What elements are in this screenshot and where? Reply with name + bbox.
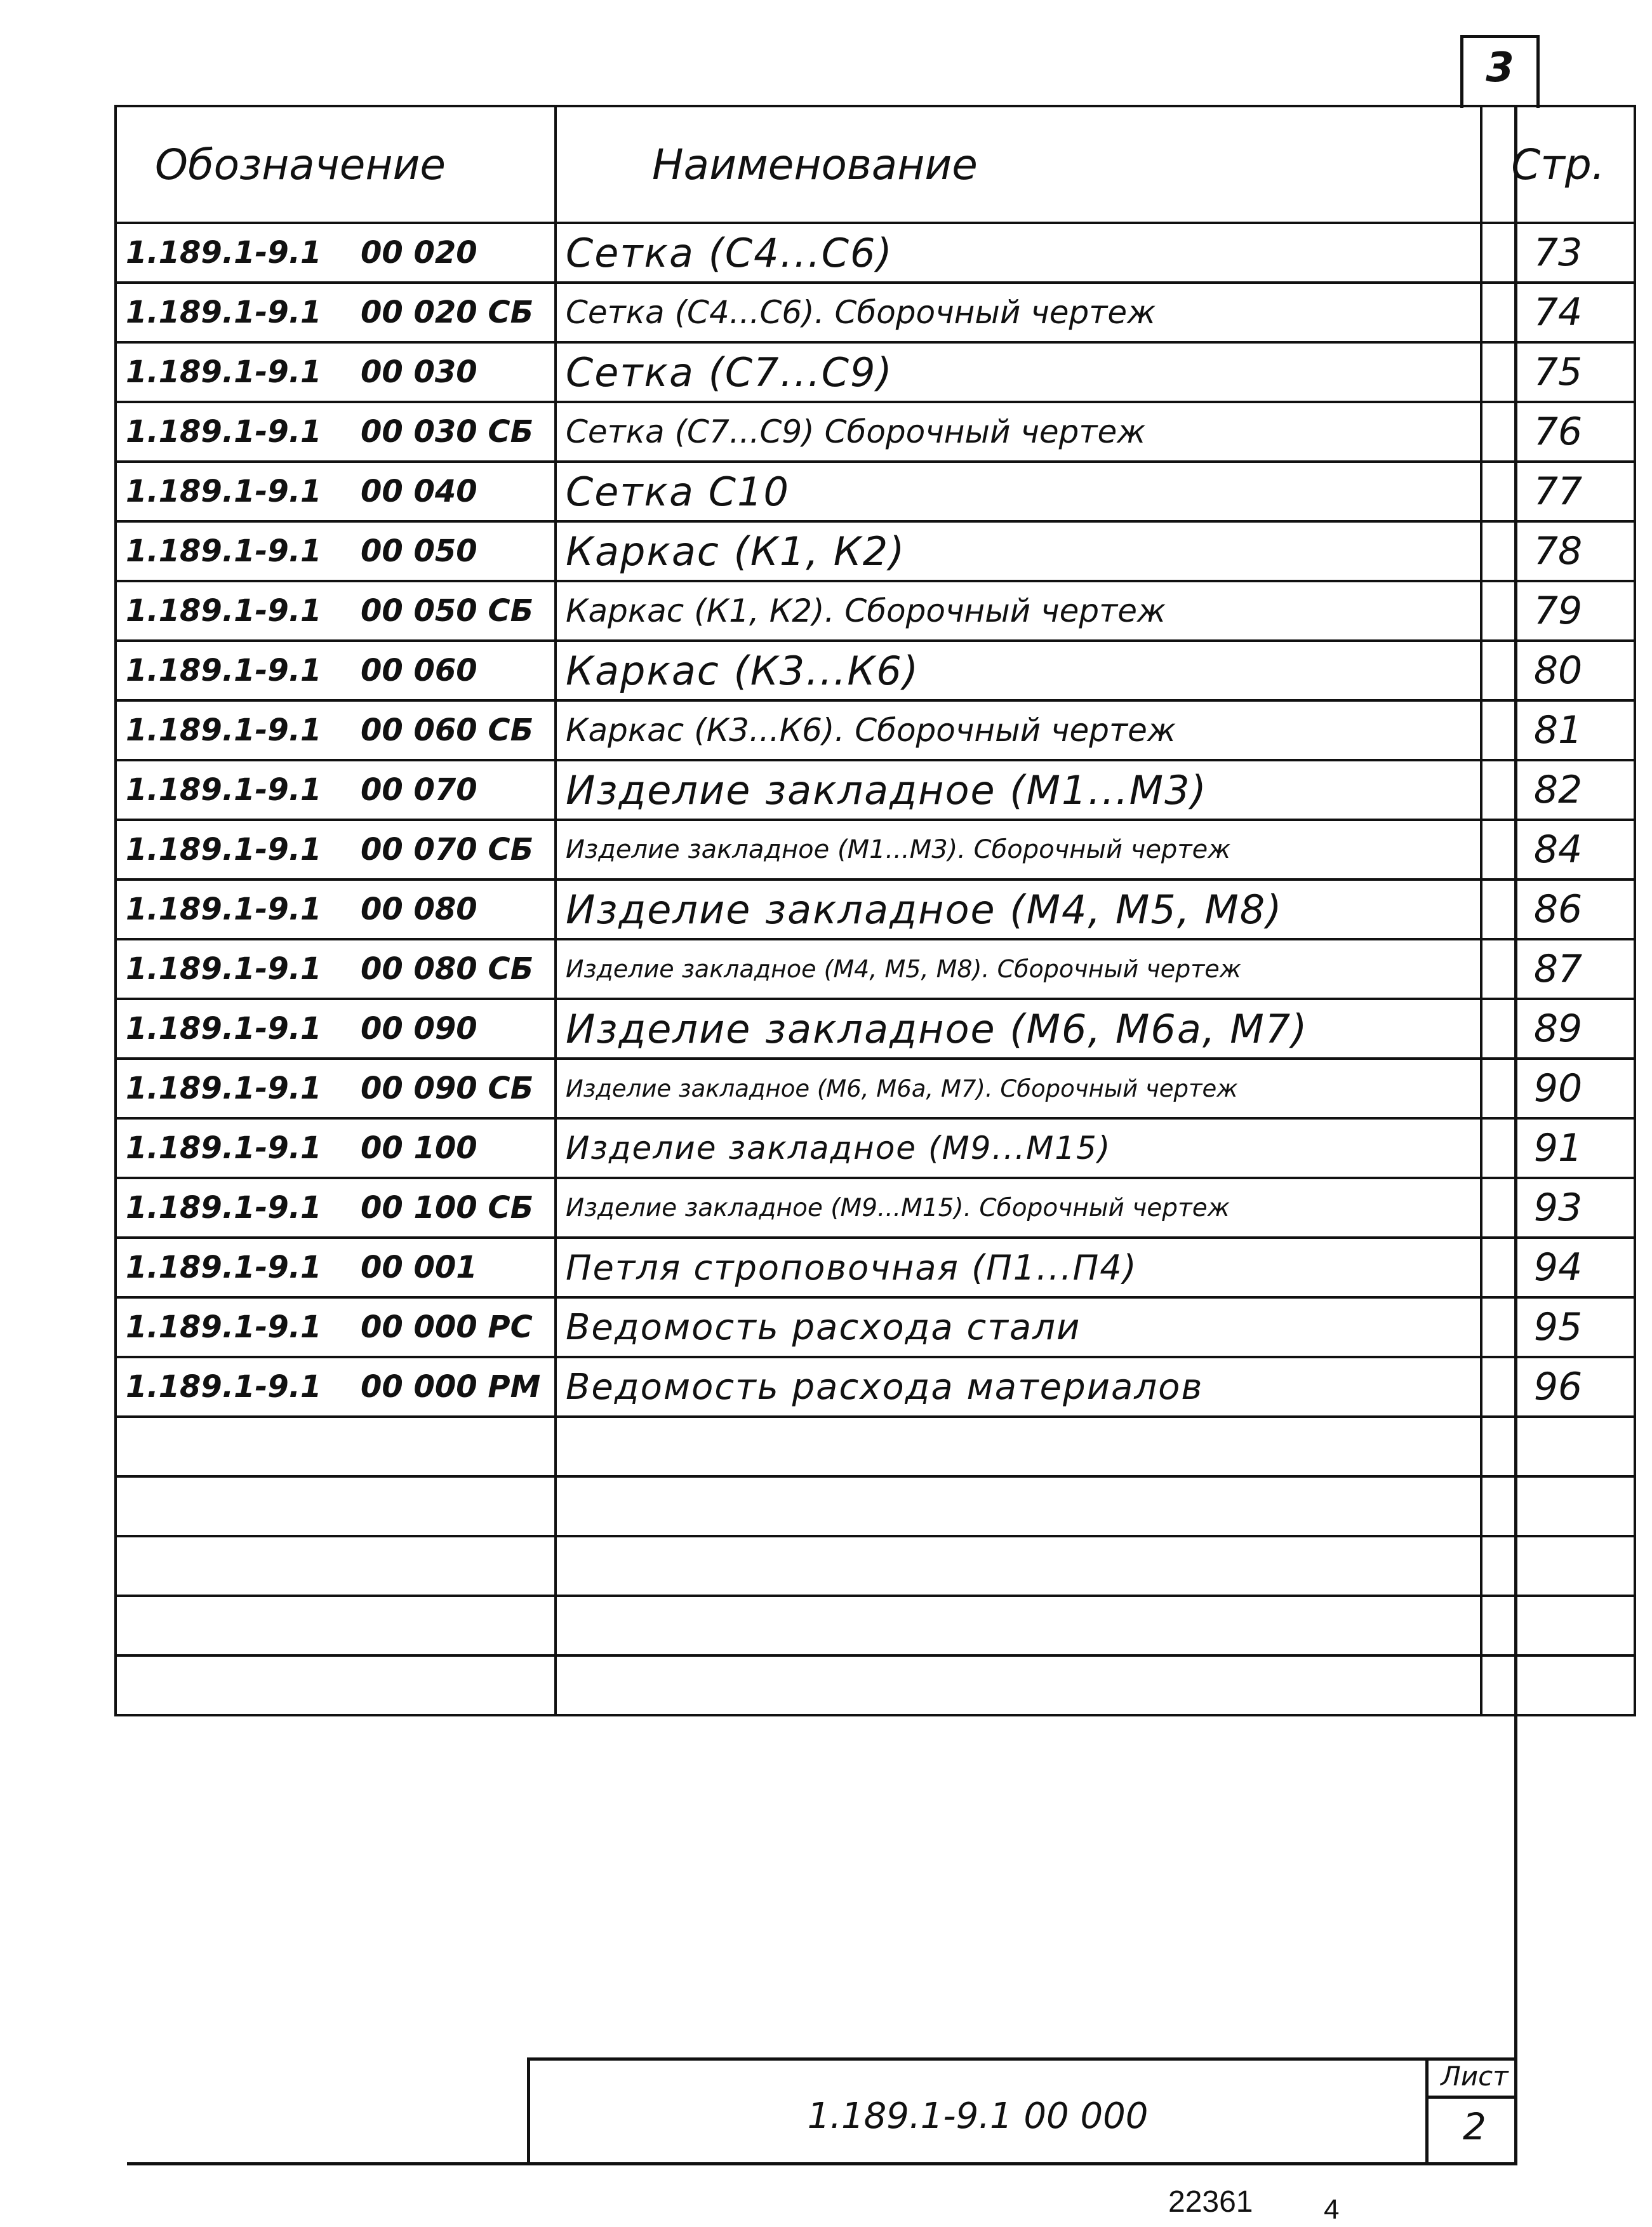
designation-cell bbox=[116, 1297, 556, 1357]
name-cell: Изделие закладное (М4, М5, М8). Сборочный чертеж bbox=[556, 939, 1481, 999]
sheet-value: 2 bbox=[1463, 2105, 1486, 2148]
page-cell: 75 bbox=[1481, 342, 1635, 402]
table-row bbox=[116, 1357, 1635, 1417]
header-page: Стр. bbox=[1481, 106, 1635, 223]
title-block-hline bbox=[1425, 2096, 1517, 2099]
title-block bbox=[527, 2057, 1517, 2165]
designation-suffix: 00 080 СБ bbox=[361, 951, 534, 987]
designation-suffix: 00 080 bbox=[361, 892, 477, 927]
table-row bbox=[116, 820, 1635, 879]
designation-cell bbox=[116, 641, 556, 700]
designation-cell bbox=[116, 1178, 556, 1238]
designation-suffix: 00 050 bbox=[361, 533, 477, 569]
page-cell: 80 bbox=[1481, 641, 1635, 700]
designation-suffix: 00 060 СБ bbox=[361, 712, 534, 748]
table-row bbox=[116, 999, 1635, 1059]
table-row bbox=[116, 1118, 1635, 1178]
designation-cell bbox=[116, 283, 556, 342]
designation-cell bbox=[116, 521, 556, 581]
table-row bbox=[116, 760, 1635, 820]
table-row bbox=[116, 581, 1635, 641]
table-row bbox=[116, 1178, 1635, 1238]
table-row bbox=[116, 1059, 1635, 1118]
table-row bbox=[116, 521, 1635, 581]
designation-cell bbox=[116, 879, 556, 939]
page-cell: 87 bbox=[1481, 939, 1635, 999]
designation-code: 1.189.1-9.1 bbox=[126, 593, 322, 629]
sheet-label: Лист bbox=[1441, 2061, 1509, 2092]
designation-suffix: 00 020 СБ bbox=[361, 295, 534, 330]
table-row bbox=[116, 1297, 1635, 1357]
designation-cell bbox=[116, 939, 556, 999]
designation-suffix: 00 070 bbox=[361, 772, 477, 808]
designation-code: 1.189.1-9.1 bbox=[126, 235, 322, 271]
designation-suffix: 00 050 СБ bbox=[361, 593, 534, 629]
designation-code: 1.189.1-9.1 bbox=[126, 354, 322, 390]
designation-code: 1.189.1-9.1 bbox=[126, 1071, 322, 1106]
empty-row bbox=[116, 1655, 1635, 1715]
page-cell: 76 bbox=[1481, 402, 1635, 462]
archive-number: 22361 bbox=[1168, 2185, 1253, 2219]
title-block-divider bbox=[1425, 2061, 1429, 2162]
page-cell: 77 bbox=[1481, 462, 1635, 521]
page-cell: 73 bbox=[1481, 223, 1635, 283]
page-cell: 79 bbox=[1481, 581, 1635, 641]
name-cell: Изделие закладное (М1...М3) bbox=[556, 760, 1481, 820]
sheet-number: 3 bbox=[1486, 44, 1514, 91]
designation-code: 1.189.1-9.1 bbox=[126, 1190, 322, 1226]
page-cell: 86 bbox=[1481, 879, 1635, 939]
designation-code: 1.189.1-9.1 bbox=[126, 1309, 322, 1345]
designation-suffix: 00 030 bbox=[361, 354, 477, 390]
name-cell: Изделие закладное (М1...М3). Сборочный чертеж bbox=[556, 820, 1481, 879]
table-row bbox=[116, 283, 1635, 342]
name-cell: Изделие закладное (М6, М6а, М7). Сборочный чертеж bbox=[556, 1059, 1481, 1118]
name-cell: Каркас (К3...К6) bbox=[556, 641, 1481, 700]
name-cell: Каркас (К3...К6). Сборочный чертеж bbox=[556, 700, 1481, 760]
name-cell: Изделие закладное (М6, М6а, М7) bbox=[556, 999, 1481, 1059]
table-row bbox=[116, 223, 1635, 283]
name-cell: Изделие закладное (М9...М15). Сборочный чертеж bbox=[556, 1178, 1481, 1238]
table-row bbox=[116, 462, 1635, 521]
designation-cell bbox=[116, 1357, 556, 1417]
name-cell: Сетка (С7...С9) Сборочный чертеж bbox=[556, 402, 1481, 462]
designation-cell bbox=[116, 1238, 556, 1297]
table-row bbox=[116, 342, 1635, 402]
designation-code: 1.189.1-9.1 bbox=[126, 533, 322, 569]
designation-code: 1.189.1-9.1 bbox=[126, 772, 322, 808]
page-cell: 84 bbox=[1481, 820, 1635, 879]
designation-code: 1.189.1-9.1 bbox=[126, 1011, 322, 1047]
designation-code: 1.189.1-9.1 bbox=[126, 1250, 322, 1285]
designation-code: 1.189.1-9.1 bbox=[126, 474, 322, 509]
table-row bbox=[116, 402, 1635, 462]
page-cell: 90 bbox=[1481, 1059, 1635, 1118]
name-cell: Сетка (С7...С9) bbox=[556, 342, 1481, 402]
designation-suffix: 00 000 РМ bbox=[361, 1369, 541, 1405]
name-cell: Сетка (С4...С6) bbox=[556, 223, 1481, 283]
designation-suffix: 00 100 СБ bbox=[361, 1190, 534, 1226]
page-cell: 94 bbox=[1481, 1238, 1635, 1297]
designation-cell bbox=[116, 462, 556, 521]
designation-cell bbox=[116, 1059, 556, 1118]
designation-suffix: 00 020 bbox=[361, 235, 477, 271]
page-cell: 95 bbox=[1481, 1297, 1635, 1357]
table-row bbox=[116, 700, 1635, 760]
name-cell: Петля строповочная (П1...П4) bbox=[556, 1238, 1481, 1297]
name-cell: Ведомость расхода материалов bbox=[556, 1357, 1481, 1417]
designation-code: 1.189.1-9.1 bbox=[126, 1130, 322, 1166]
designation-cell bbox=[116, 223, 556, 283]
designation-suffix: 00 001 bbox=[361, 1250, 477, 1285]
designation-suffix: 00 090 bbox=[361, 1011, 477, 1047]
empty-row bbox=[116, 1596, 1635, 1655]
designation-code: 1.189.1-9.1 bbox=[126, 653, 322, 688]
designation-cell bbox=[116, 342, 556, 402]
table-row bbox=[116, 939, 1635, 999]
designation-suffix: 00 090 СБ bbox=[361, 1071, 534, 1106]
designation-code: 1.189.1-9.1 bbox=[126, 295, 322, 330]
archive-page-number: 4 bbox=[1324, 2194, 1340, 2225]
table-header-row bbox=[116, 106, 1635, 223]
designation-cell bbox=[116, 700, 556, 760]
designation-code: 1.189.1-9.1 bbox=[126, 1369, 322, 1405]
empty-row bbox=[116, 1536, 1635, 1596]
name-cell: Сетка С10 bbox=[556, 462, 1481, 521]
designation-code: 1.189.1-9.1 bbox=[126, 712, 322, 748]
table-row bbox=[116, 879, 1635, 939]
contents-table bbox=[114, 105, 1636, 1716]
page-cell: 91 bbox=[1481, 1118, 1635, 1178]
page-cell: 82 bbox=[1481, 760, 1635, 820]
document-code: 1.189.1-9.1 00 000 bbox=[807, 2096, 1149, 2137]
designation-suffix: 00 030 СБ bbox=[361, 414, 534, 450]
empty-row bbox=[116, 1476, 1635, 1536]
designation-code: 1.189.1-9.1 bbox=[126, 414, 322, 450]
name-cell: Изделие закладное (М9...М15) bbox=[556, 1118, 1481, 1178]
table-row bbox=[116, 641, 1635, 700]
name-cell: Каркас (К1, К2) bbox=[556, 521, 1481, 581]
designation-cell bbox=[116, 999, 556, 1059]
page-cell: 89 bbox=[1481, 999, 1635, 1059]
designation-suffix: 00 060 bbox=[361, 653, 477, 688]
name-cell: Изделие закладное (М4, М5, М8) bbox=[556, 879, 1481, 939]
designation-suffix: 00 000 РС bbox=[361, 1309, 533, 1345]
name-cell: Каркас (К1, К2). Сборочный чертеж bbox=[556, 581, 1481, 641]
designation-cell bbox=[116, 1118, 556, 1178]
page-cell: 74 bbox=[1481, 283, 1635, 342]
page-cell: 93 bbox=[1481, 1178, 1635, 1238]
table-row bbox=[116, 1238, 1635, 1297]
name-cell: Ведомость расхода стали bbox=[556, 1297, 1481, 1357]
page-cell: 96 bbox=[1481, 1357, 1635, 1417]
designation-cell bbox=[116, 820, 556, 879]
designation-suffix: 00 100 bbox=[361, 1130, 477, 1166]
designation-code: 1.189.1-9.1 bbox=[126, 892, 322, 927]
name-cell: Сетка (С4...С6). Сборочный чертеж bbox=[556, 283, 1481, 342]
bottom-frame-line bbox=[127, 2162, 1517, 2165]
empty-row bbox=[116, 1417, 1635, 1476]
designation-suffix: 00 070 СБ bbox=[361, 832, 534, 867]
designation-code: 1.189.1-9.1 bbox=[126, 832, 322, 867]
designation-suffix: 00 040 bbox=[361, 474, 477, 509]
header-designation: Обозначение bbox=[116, 106, 556, 223]
page-cell: 78 bbox=[1481, 521, 1635, 581]
designation-cell bbox=[116, 402, 556, 462]
designation-cell bbox=[116, 760, 556, 820]
header-name: Наименование bbox=[556, 106, 1481, 223]
page-cell: 81 bbox=[1481, 700, 1635, 760]
designation-cell bbox=[116, 581, 556, 641]
designation-code: 1.189.1-9.1 bbox=[126, 951, 322, 987]
